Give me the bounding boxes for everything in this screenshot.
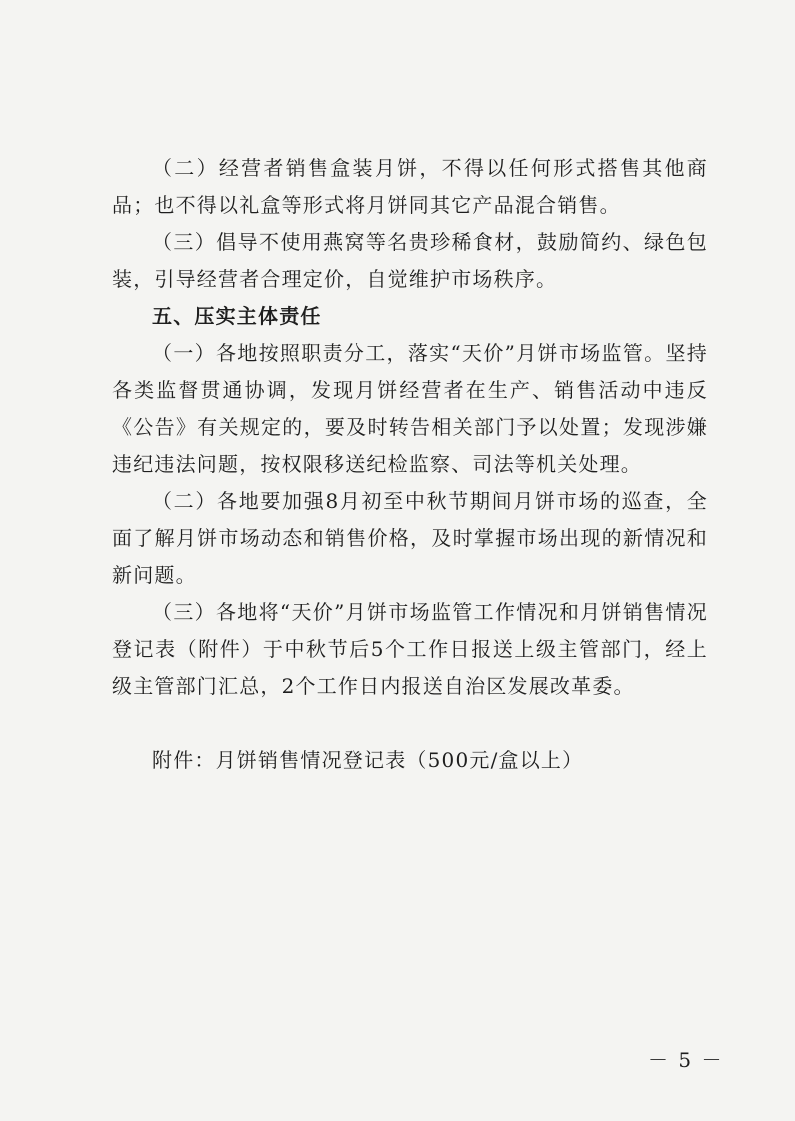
section-heading-5: 五、压实主体责任 [152, 304, 322, 328]
paragraph-3-reporting: （三）各地将“天价”月饼市场监管工作情况和月饼销售情况登记表（附件）于中秋节后5个工作日报送上级主管部门，经上级主管部门汇总，2个工作日内报送自治区发展改革委。 [112, 600, 708, 698]
paragraph-3-green-packaging: （三）倡导不使用燕窝等名贵珍稀食材，鼓励简约、绿色包装，引导经营者合理定价，自觉维护市场秩序。 [112, 230, 708, 291]
page-number: － 5 － [648, 1048, 724, 1072]
paragraph-2-inspection: （二）各地要加强8月初至中秋节期间月饼市场的巡查，全面了解月饼市场动态和销售价格，及时掌握市场出现的新情况和新问题。 [112, 489, 708, 587]
paragraph-1-supervision: （一）各地按照职责分工，落实“天价”月饼市场监管。坚持各类监督贯通协调，发现月饼经营者在生产、销售活动中违反《公告》有关规定的，要及时转告相关部门予以处置；发现涉嫌违纪违法问题，按权限移送纪检监察、司法等机关处理。 [112, 341, 708, 476]
attachment-line: 附件：月饼销售情况登记表（500元/盒以上） [152, 748, 584, 772]
paragraph-2-packaging: （二）经营者销售盒装月饼，不得以任何形式搭售其他商品；也不得以礼盒等形式将月饼同其它产品混合销售。 [112, 156, 708, 217]
document-body [112, 150, 708, 799]
